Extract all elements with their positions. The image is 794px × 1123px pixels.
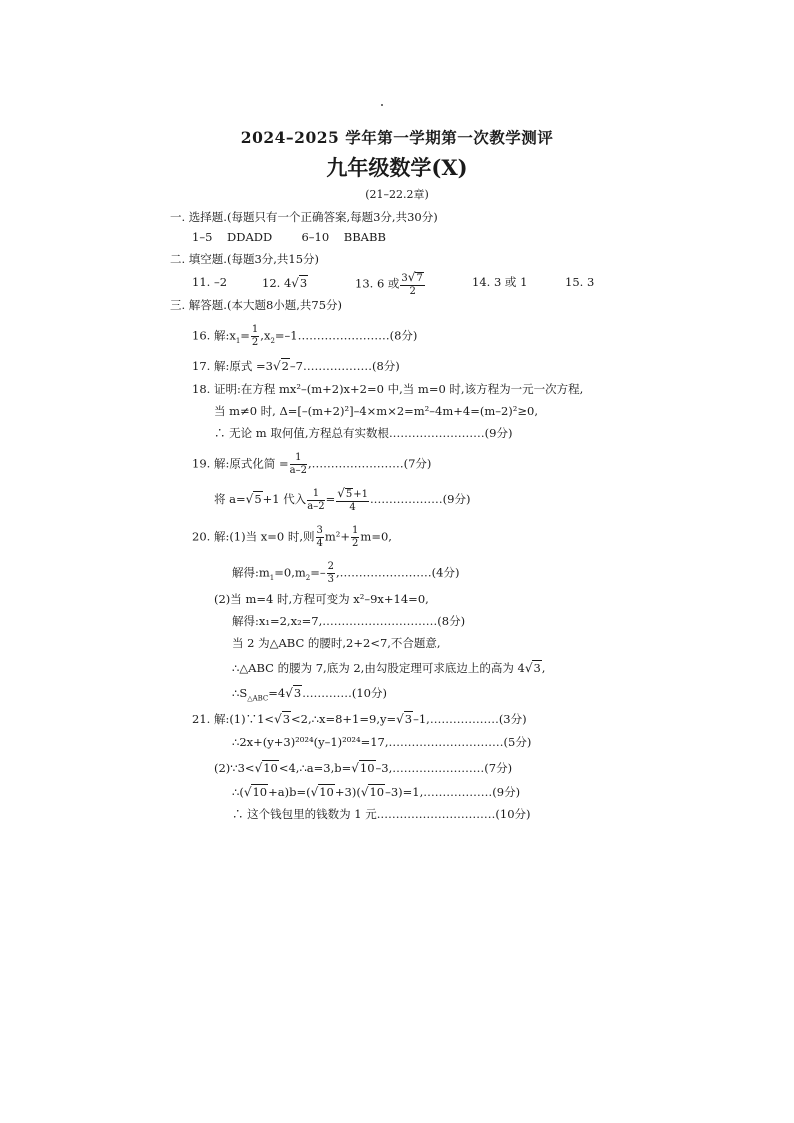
- answer-11: 11. –2: [192, 275, 228, 289]
- choice-range-2: 6–10: [301, 230, 330, 244]
- sqrt-symbol: √2: [272, 359, 289, 373]
- text: ,: [541, 661, 546, 675]
- text: ∴△ABC 的腰为 7,底为 2,由勾股定理可求底边上的高为 4: [232, 661, 525, 675]
- answer-20-line-5: 当 2 为△ABC 的腰时,2+2<7,不合题意,: [232, 636, 441, 650]
- coef: 3: [401, 273, 408, 284]
- text: =4: [268, 686, 286, 700]
- text: 21. 解:(1)∵1<: [192, 712, 275, 726]
- answer-12-label: 12. 4: [262, 276, 292, 290]
- denominator: 2: [352, 538, 359, 549]
- text: .…………(10分): [302, 686, 387, 700]
- numerator: 1: [352, 525, 359, 536]
- answer-20-line-6: [232, 662, 545, 675]
- sqrt-symbol: √10: [351, 761, 375, 775]
- text: +3)(: [334, 785, 361, 799]
- sqrt-symbol: √7: [407, 270, 423, 284]
- sqrt-symbol: √3: [285, 686, 302, 700]
- sqrt-symbol: √10: [254, 761, 278, 775]
- radicand: 2: [281, 359, 289, 373]
- answer-18-line-3: ∴ 无论 m 取何值,方程总有实数根.……………………(9分): [214, 426, 513, 440]
- answer-20-line-2: 解得$:m_1=0,m_2=-$ $\frac{2}{3}$ ,……………………(4分): [232, 561, 460, 585]
- sqrt-symbol: √5: [245, 492, 262, 506]
- radicand: 5: [345, 489, 353, 500]
- section-1-heading: 一. 选择题.(每题只有一个正确答案,每题3分,共30分): [170, 210, 438, 224]
- denominator: 4: [349, 502, 356, 513]
- text: <2,∴x=8+1=9,y=: [291, 712, 397, 726]
- radicand: 10: [369, 785, 385, 799]
- answer-13: [355, 271, 426, 297]
- fraction: [400, 271, 424, 297]
- fraction: [290, 453, 307, 476]
- numerator: 3: [316, 525, 323, 536]
- radicand: 3: [299, 276, 308, 290]
- exam-title: 2024–2025 学年第一学期第一次教学测评: [240, 128, 554, 147]
- text: 将 a=: [214, 492, 246, 506]
- answer-16: 16. 解$:x_1=$ $\frac{1}{2}$ $,x_2=-1\dots\dots\dots\dots\dots\dots\dots\dots(8$分): [192, 324, 418, 348]
- answer-21-line-3: [214, 762, 512, 775]
- denominator: 3: [327, 574, 334, 585]
- text: .………………(9分): [370, 492, 471, 506]
- radicand: 3: [293, 686, 302, 700]
- text: 解得:m: [232, 565, 270, 580]
- answer-20-line-1: [192, 526, 392, 549]
- fraction: [251, 325, 259, 348]
- text: =–1……………………(8分): [274, 328, 418, 343]
- sqrt-symbol: √10: [243, 785, 268, 799]
- answer-20-line-7: [232, 687, 387, 702]
- radicand: 10: [252, 785, 268, 799]
- radicand: 10: [359, 761, 375, 775]
- text: 19. 解:原式化简 =: [192, 456, 289, 471]
- text: –7………………(8分): [289, 359, 400, 373]
- sqrt-symbol: √10: [310, 785, 334, 799]
- section-3-heading: 三. 解答题.(本大题8小题,共75分): [170, 298, 343, 312]
- radicand: 7: [416, 273, 423, 284]
- section-2-heading: 二. 填空题.(每题3分,共15分): [170, 252, 320, 266]
- text: (2)∵3<: [214, 761, 255, 775]
- choice-answers-1: DDADD: [227, 230, 273, 244]
- text: =: [240, 328, 250, 343]
- numerator: 1: [290, 453, 307, 465]
- answer-21-line-4: [232, 786, 520, 799]
- answer-12: [262, 277, 308, 290]
- denominator: a–2: [289, 465, 307, 476]
- text: –1,………………(3分): [413, 712, 527, 726]
- radicand: 3: [533, 661, 541, 675]
- numerator: 1: [251, 324, 259, 335]
- answer-15: 15. 3: [565, 275, 595, 289]
- text: ,……………………(4分): [336, 565, 460, 580]
- sqrt-symbol: √10: [360, 785, 385, 799]
- sqrt-symbol: √5: [337, 486, 353, 500]
- text: 16. 解:x: [192, 328, 236, 343]
- answer-19-line-2: [214, 487, 470, 513]
- numerator: 1: [307, 489, 324, 501]
- answer-17: [192, 360, 400, 373]
- chapter-range: (21–22.2章): [365, 188, 429, 201]
- text: +1: [353, 489, 368, 500]
- text: ,x: [260, 328, 271, 343]
- answer-19-line-1: [192, 453, 431, 476]
- text: +1 代入: [262, 492, 307, 506]
- fraction: [327, 562, 335, 585]
- text: ,……………………(7分): [307, 456, 432, 471]
- denominator: 4: [316, 538, 323, 549]
- text: ∴S: [232, 686, 248, 700]
- radicand: 3: [404, 712, 413, 726]
- sqrt-symbol: √3: [291, 276, 308, 290]
- radicand: 10: [319, 785, 334, 799]
- text: –3,……………………(7分): [375, 761, 513, 775]
- sqrt-symbol: √3: [274, 712, 291, 726]
- answer-20-line-3: (2)当 m=4 时,方程可变为 x²–9x+14=0,: [214, 592, 429, 606]
- numerator: 2: [327, 561, 334, 572]
- radicand: 5: [254, 492, 262, 506]
- answer-18-line-2: 当 m≠0 时, Δ=[–(m+2)²]–4×m×2=m²–4m+4=(m–2)²≥0,: [214, 404, 539, 418]
- fraction: [307, 489, 324, 512]
- text: 17. 解:原式 =3: [192, 359, 273, 373]
- answer-13-label: 13. 6 或: [355, 276, 400, 291]
- answer-21-line-1: [192, 713, 527, 726]
- radicand: 3: [282, 712, 291, 726]
- text: m²+: [324, 529, 351, 544]
- denominator: 2: [251, 337, 259, 348]
- sqrt-symbol: √3: [396, 712, 413, 726]
- denominator: 2: [409, 286, 416, 297]
- text: 20. 解:(1)当 x=0 时,则: [192, 529, 315, 544]
- text: ∴(: [232, 785, 244, 799]
- subscript: △ABC: [247, 694, 269, 703]
- answer-20-line-4: 解得:x₁=2,x₂=7,…………………………(8分): [232, 614, 466, 628]
- fraction: [316, 526, 324, 549]
- fraction: [336, 487, 369, 513]
- text: =0,m: [274, 565, 306, 580]
- subject-title: 九年级数学(X): [326, 155, 468, 180]
- answer-21-line-5: ∴ 这个钱包里的钱数为 1 元.…………………………(10分): [232, 807, 531, 821]
- fraction: [351, 526, 359, 549]
- text: <4,∴a=3,b=: [278, 761, 352, 775]
- text: =: [325, 492, 336, 506]
- scan-speck: [381, 104, 383, 106]
- answer-21-line-2: ∴2x+(y+3)²⁰²⁴(y–1)²⁰²⁴=17,…………………………(5分): [232, 735, 532, 749]
- text: –3)=1,………………(9分): [385, 785, 521, 799]
- choice-answers-2: BBABB: [343, 230, 386, 244]
- answer-18-line-1: 18. 证明:在方程 mx²–(m+2)x+2=0 中,当 m=0 时,该方程为一元一次方程,: [192, 382, 584, 396]
- sqrt-symbol: √3: [524, 661, 541, 675]
- choice-answers: [192, 232, 386, 244]
- text: =–: [310, 565, 326, 580]
- radicand: 10: [263, 761, 278, 775]
- choice-range-1: 1–5: [192, 230, 213, 244]
- denominator: a–2: [307, 500, 325, 512]
- text: m=0,: [360, 529, 392, 544]
- text: +a)b=(: [268, 785, 311, 799]
- answer-14: 14. 3 或 1: [472, 275, 528, 289]
